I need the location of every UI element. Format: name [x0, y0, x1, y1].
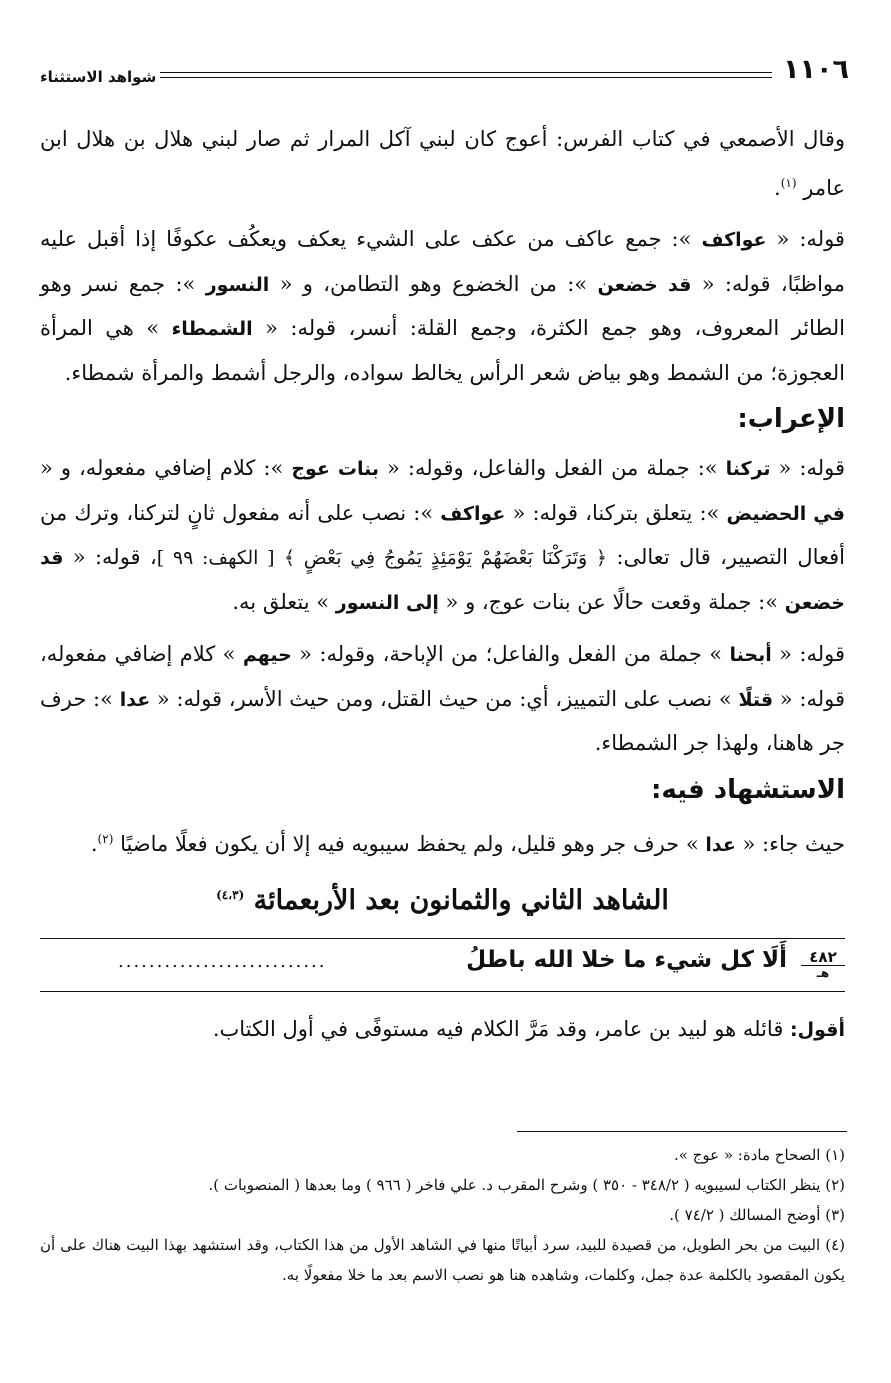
text: »: كلام إضافي مفعوله، و « — [40, 456, 292, 480]
bold-term: إلى النسور — [335, 591, 439, 614]
footnotes — [40, 1140, 845, 1290]
bold-term: في الحضيض — [726, 502, 845, 525]
text: وقال الأصمعي في كتاب الفرس: أعوج كان لبني آكل المرار ثم صار لبني هلال بن هلال ابن عامر — [40, 127, 845, 200]
footnote-rule — [517, 1131, 847, 1132]
text: » جملة من الفعل والفاعل؛ من الإباحة، وقوله: « — [291, 642, 730, 666]
paragraph — [40, 447, 845, 625]
running-title: شواهد الاستثناء — [40, 68, 157, 86]
text: »: جمع نسر وهو الطائر المعروف، وهو جمع الكثرة، وجمع القلة: أنسر، قوله: « — [40, 271, 846, 340]
verse-number — [801, 949, 845, 980]
text: »: حرف جر هاهنا، ولهذا جر الشمطاء. — [40, 686, 845, 755]
quran-reference: [ الكهف: ٩٩ ] — [156, 547, 275, 569]
bold-term: عدا — [119, 688, 151, 711]
verse-box — [40, 938, 845, 992]
verse-dots: ........................... — [118, 951, 327, 972]
bold-term: بنات عوج — [291, 458, 380, 480]
bold-term: الشمطاء — [171, 318, 253, 340]
bold-term: عواكف — [701, 229, 767, 251]
header-rule — [160, 72, 772, 73]
text: »: نصب على أنه مفعول ثانٍ لتركنا، وترك من أفعال التصيير، قال تعالى: — [40, 500, 845, 569]
heading-istishhad: الاستشهاد فيه: — [650, 774, 845, 805]
bold-term: عواكف — [440, 502, 506, 525]
text: »: جملة وقعت حالًا عن بنات عوج، و « — [438, 589, 785, 614]
text: قائله هو لبيد بن عامر، وقد مَرَّ الكلام فيه مستوفًى في أول الكتاب. — [212, 1017, 791, 1041]
quran-verse: ﴿ وَتَرَكْنَا بَعْضَهُمْ يَوْمَئِذٍ يَمُوجُ فِي بَعْضٍ ﴾ — [283, 547, 608, 569]
verse-number-value: ٤٨٢ — [801, 949, 845, 966]
footnote-ref: (٤،٣) — [216, 888, 245, 902]
paragraph — [40, 633, 845, 766]
aqwal-label: أقول: — [790, 1019, 845, 1041]
bold-term: قد خضعن — [597, 273, 692, 296]
hijri-mark: هـ — [816, 966, 830, 980]
paragraph: حيث جاء: « عدا » حرف جر وهو قليل، ولم يحفظ سيبويه فيه إلا أن يكون فعلًا ماضيًا $^{(٢)}$. — [90, 831, 845, 856]
paragraph — [40, 1008, 845, 1053]
page-number: ١١٠٦ — [783, 54, 849, 85]
verse-text: أَلَا كل شيء ما خلا الله باطلُ — [466, 947, 787, 973]
bold-term: قتلًا — [738, 688, 774, 711]
text: قوله: « — [771, 642, 845, 666]
text: » يتعلق به. — [232, 589, 336, 614]
paragraph: وقال الأصمعي في كتاب الفرس: أعوج كان لبني آكل المرار ثم صار لبني هلال بن هلال ابن عامر $^{(١)}$. — [40, 127, 845, 200]
bold-term: النسور — [205, 273, 270, 296]
text: » حرف جر وهو قليل، ولم يحفظ سيبويه فيه إلا أن يكون فعلًا ماضيًا — [120, 831, 706, 856]
bold-term: تركنا — [725, 458, 771, 480]
text: » نصب على التمييز، أي: من حيث القتل، ومن حيث الأسر، قوله: « — [150, 686, 739, 711]
text: قوله: « — [770, 456, 846, 480]
paragraph — [40, 218, 845, 395]
bold-term: حيهم — [242, 644, 292, 666]
text: »: من الخضوع وهو التطامن، و « — [269, 271, 598, 296]
text: » كلام إضافي مفعوله، قوله: « — [40, 642, 845, 711]
footnote: (٣) أوضح المسالك ( ٧٤/٢ ). — [669, 1206, 845, 1224]
footnote: (١) الصحاح مادة: « عوج ». — [674, 1146, 845, 1164]
footnote: (٢) ينظر الكتاب لسيبويه ( ٣٤٨/٢ - ٣٥٠ ) وشرح المقرب د. علي فاخر ( ٩٦٦ ) وما بعدها ( المنصوبات ). — [208, 1176, 845, 1194]
footnote: (٤) البيت من بحر الطويل، من قصيدة للبيد، سرد أبياتًا منها في الشاهد الأول من هذا الكتاب، وقد استشهد بهذا البيت هناك على أن يكون المقصود بالكلمة عدة جمل، وكلمات، وشاهده هنا هو نصب الاسم بعد ما خلا مفعولًا به. — [40, 1236, 845, 1284]
text: » هي المرأة العجوزة؛ من الشمط وهو بياض شعر الرأس يخالط سواده، والرجل أشمط والمرأة شمطاء. — [40, 316, 845, 385]
header-rule — [160, 77, 772, 78]
text: ، قوله: « — [63, 545, 157, 569]
text: »: يتعلق بتركنا، قوله: « — [505, 500, 727, 525]
text: حيث جاء: « — [735, 831, 845, 856]
bold-term: أبحنا — [729, 644, 772, 666]
text: »: جملة من الفعل والفاعل، وقوله: « — [379, 456, 726, 480]
footnote-ref: (١) — [780, 175, 797, 190]
bold-term: عدا — [705, 833, 736, 856]
text: قوله: « — [766, 227, 845, 251]
heading-irab: الإعراب: — [737, 404, 845, 434]
bold-term: قد خضعن — [40, 547, 845, 614]
main-text — [40, 118, 845, 923]
aqwal-paragraph — [40, 1008, 845, 1053]
text: »: جمع عاكف من عكف على الشيء يعكف ويعكُف عكوفًا إذا أقبل عليه مواظبًا، قوله: « — [40, 227, 846, 296]
section-title — [40, 873, 845, 923]
footnote-ref: (٢) — [97, 831, 114, 846]
section-title-text: الشاهد الثاني والثمانون بعد الأربعمائة — [253, 885, 669, 916]
